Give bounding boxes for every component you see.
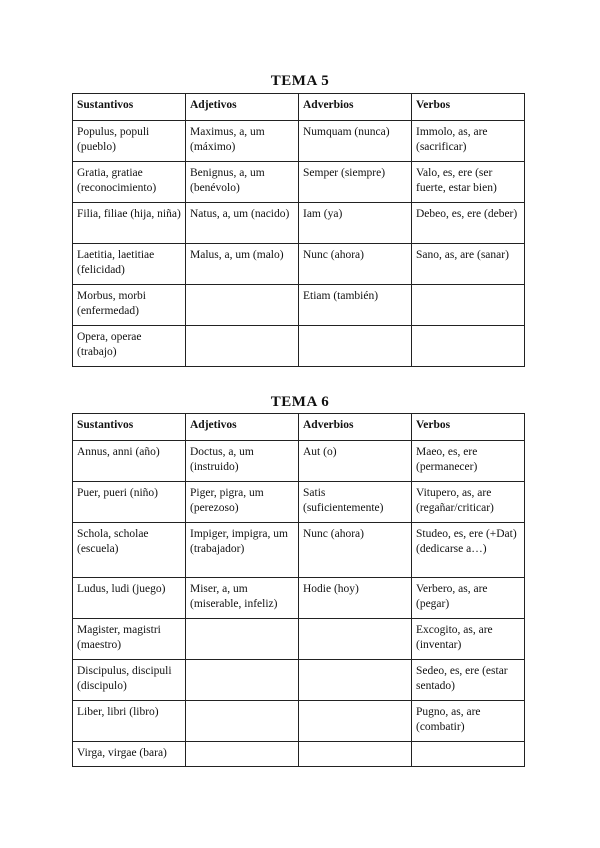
table-row [73,619,525,660]
cell-adverbio [299,326,412,367]
cell-sustantivo: Filia, filiae (hija, niña) [73,203,186,244]
table-row [73,660,525,701]
cell-verbo: Maeo, es, ere (permanecer) [412,441,525,482]
cell-adjetivo: Maximus, a, um (máximo) [186,121,299,162]
cell-verbo: Sedeo, es, ere (estar sentado) [412,660,525,701]
cell-verbo: Excogito, as, are (inventar) [412,619,525,660]
cell-adjetivo: Malus, a, um (malo) [186,244,299,285]
table-row [73,326,525,367]
cell-adverbio [299,742,412,767]
cell-adverbio [299,619,412,660]
cell-adjetivo: Benignus, a, um (benévolo) [186,162,299,203]
cell-sustantivo: Ludus, ludi (juego) [73,578,186,619]
table-row [73,701,525,742]
header-row [73,94,525,121]
cell-sustantivo: Virga, virgae (bara) [73,742,186,767]
table-row [73,523,525,578]
cell-adverbio: Semper (siempre) [299,162,412,203]
table-row [73,121,525,162]
cell-adjetivo: Piger, pigra, um (perezoso) [186,482,299,523]
header-adverbios: Adverbios [299,414,412,441]
cell-adverbio: Numquam (nunca) [299,121,412,162]
cell-verbo: Verbero, as, are (pegar) [412,578,525,619]
header-adjetivos: Adjetivos [186,414,299,441]
header-row [73,414,525,441]
cell-sustantivo: Morbus, morbi (enfermedad) [73,285,186,326]
cell-verbo: Sano, as, are (sanar) [412,244,525,285]
table-row [73,441,525,482]
cell-adjetivo [186,285,299,326]
cell-adjetivo: Miser, a, um (miserable, infeliz) [186,578,299,619]
cell-adjetivo [186,326,299,367]
vocab-table-tema-6 [72,413,525,767]
cell-sustantivo: Schola, scholae (escuela) [73,523,186,578]
table-row [73,203,525,244]
cell-adverbio: Nunc (ahora) [299,523,412,578]
cell-adverbio: Nunc (ahora) [299,244,412,285]
section-title-tema-5: TEMA 5 [270,73,330,89]
cell-verbo: Valo, es, ere (ser fuerte, estar bien) [412,162,525,203]
cell-adverbio [299,701,412,742]
cell-sustantivo: Opera, operae (trabajo) [73,326,186,367]
cell-sustantivo: Magister, magistri (maestro) [73,619,186,660]
cell-verbo: Debeo, es, ere (deber) [412,203,525,244]
cell-verbo: Immolo, as, are (sacrificar) [412,121,525,162]
table-row [73,285,525,326]
cell-sustantivo: Annus, anni (año) [73,441,186,482]
cell-adverbio: Hodie (hoy) [299,578,412,619]
cell-sustantivo: Puer, pueri (niño) [73,482,186,523]
cell-adverbio: Aut (o) [299,441,412,482]
cell-adjetivo [186,742,299,767]
cell-adjetivo [186,660,299,701]
cell-sustantivo: Populus, populi (pueblo) [73,121,186,162]
header-sustantivos: Sustantivos [73,94,186,121]
cell-verbo [412,326,525,367]
vocab-table-tema-5 [72,93,525,367]
cell-sustantivo: Gratia, gratiae (reconocimiento) [73,162,186,203]
header-adverbios: Adverbios [299,94,412,121]
header-adjetivos: Adjetivos [186,94,299,121]
cell-adjetivo: Impiger, impigra, um (trabajador) [186,523,299,578]
table-row [73,578,525,619]
section-title-tema-6: TEMA 6 [270,394,330,410]
header-sustantivos: Sustantivos [73,414,186,441]
cell-verbo: Vitupero, as, are (regañar/criticar) [412,482,525,523]
cell-adverbio: Etiam (también) [299,285,412,326]
cell-adverbio [299,660,412,701]
cell-verbo: Pugno, as, are (combatir) [412,701,525,742]
table-row [73,244,525,285]
cell-verbo: Studeo, es, ere (+Dat) (dedicarse a…) [412,523,525,578]
cell-adjetivo: Natus, a, um (nacido) [186,203,299,244]
header-verbos: Verbos [412,94,525,121]
cell-adverbio: Iam (ya) [299,203,412,244]
header-verbos: Verbos [412,414,525,441]
table-row [73,482,525,523]
cell-verbo [412,285,525,326]
cell-adjetivo: Doctus, a, um (instruido) [186,441,299,482]
cell-verbo [412,742,525,767]
cell-adjetivo [186,619,299,660]
cell-sustantivo: Discipulus, discipuli (discipulo) [73,660,186,701]
table-row [73,742,525,767]
table-row [73,162,525,203]
cell-adverbio: Satis (suficientemente) [299,482,412,523]
cell-sustantivo: Liber, libri (libro) [73,701,186,742]
cell-sustantivo: Laetitia, laetitiae (felicidad) [73,244,186,285]
cell-adjetivo [186,701,299,742]
